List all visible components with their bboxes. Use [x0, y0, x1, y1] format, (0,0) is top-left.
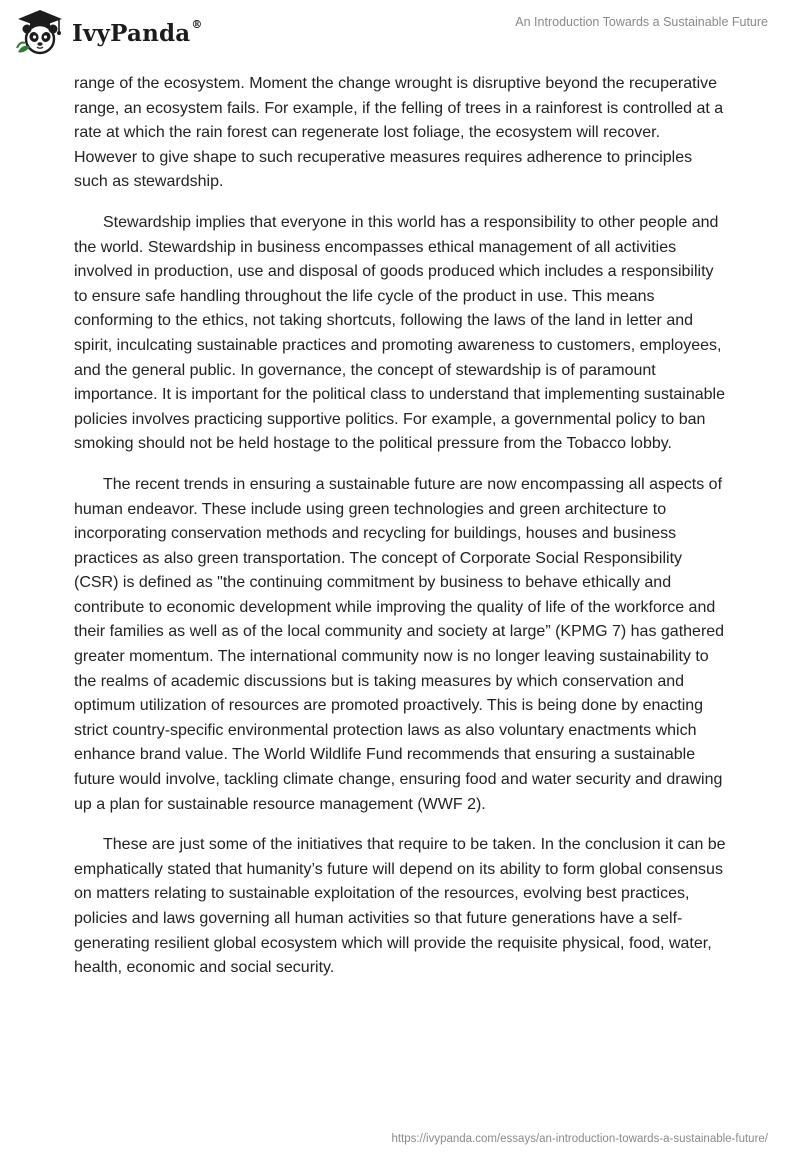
panda-logo-icon	[14, 8, 66, 56]
paragraph-1: range of the ecosystem. Moment the change wrought is disruptive beyond the recuperative range, an ecosystem fails. For example, if the felling of trees in a rainforest is controlled at a rate at which the rain forest can regenerate lost foliage, the ecosystem will recover. However to give shape to such recuperative measures requires adherence to principles such as stewardship.	[74, 75, 724, 191]
brand-name: IvyPanda®	[72, 17, 203, 47]
paragraph-3: The recent trends in ensuring a sustainable future are now encompassing all aspects of human endeavor. These include using green technologies and green architecture to incorporating conservation methods and recycling for buildings, houses and business practices as also green transportation. The concept of Corporate Social Responsibility (CSR) is defined as "the continuing commitment by business to behave ethically and contribute to economic development while improving the quality of life of the workforce and their families as well as of the local community and society at large” (KPMG 7) has gathered greater momentum. The international community now is no longer leaving sustainability to the realms of academic discussions but is taking measures by which conservation and optimum utilization of resources are promoted proactively. This is being done by enacting strict country-specific environmental protection laws as also voluntary enactments which enhance brand value. The World Wildlife Fund recommends that ensuring a sustainable future would involve, tackling climate change, ensuring food and water security and drawing up a plan for sustainable resource management (WWF 2).	[74, 475, 725, 813]
source-url[interactable]: https://ivypanda.com/essays/an-introduction-towards-a-sustainable-future/	[391, 1133, 768, 1145]
paragraph-4: These are just some of the initiatives that require to be taken. In the conclusion it can be emphatically stated that humanity’s future will depend on its ability to form global consensus on matters relating to sustainable exploitation of the resources, evolving best practices, policies and laws governing all human activities so that future generations have a self-generating resilient global ecosystem which will provide the requisite physical, food, water, health, economic and social security.	[74, 836, 726, 977]
paragraph-2: Stewardship implies that everyone in this world has a responsibility to other people and the world. Stewardship in business encompasses ethical management of all activities involved in production, use and disposal of goods produced which includes a responsibility to ensure safe handling throughout the life cycle of the product in use. This means conforming to the ethics, not taking shortcuts, following the laws of the land in letter and spirit, inculcating sustainable practices and promoting awareness to customers, employees, and the general public. In governance, the concept of stewardship is of paramount importance. It is important for the political class to understand that implementing sustainable policies involves practicing supportive politics. For example, a governmental policy to ban smoking should not be held hostage to the political pressure from the Tobacco lobby.	[74, 213, 725, 453]
brand-logo[interactable]	[14, 8, 203, 56]
registered-mark: ®	[191, 17, 203, 31]
document-title: An Introduction Towards a Sustainable Future	[515, 15, 768, 29]
page-header	[0, 0, 800, 66]
essay-body	[74, 72, 726, 997]
